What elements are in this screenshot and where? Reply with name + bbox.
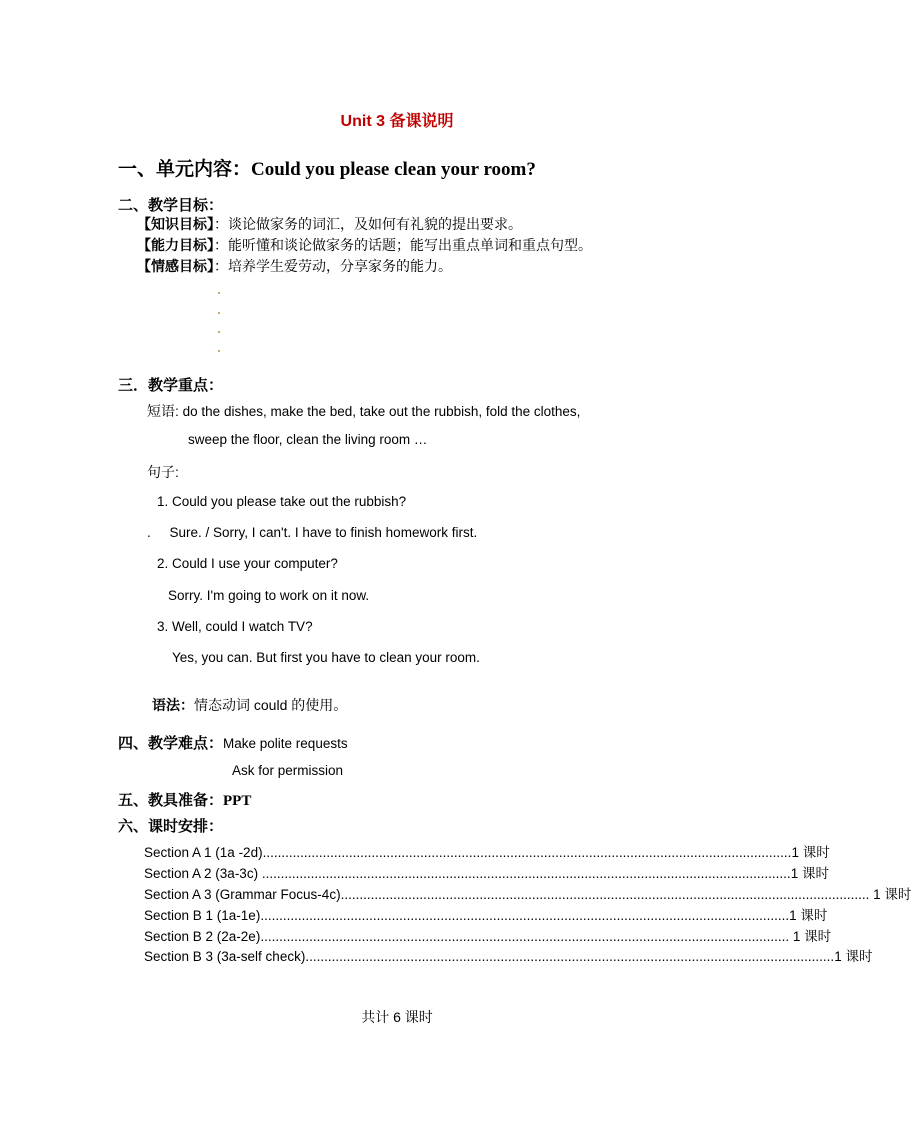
section1-content: Could you please clean your room? — [251, 159, 536, 180]
dot-leader: ............................................................................................................................................. — [305, 949, 835, 964]
phrases-line2: sweep the floor, clean the living room … — [188, 432, 428, 447]
difficulty-2: Ask for permission — [232, 763, 344, 778]
grammar-text: 情态动词 could 的使用。 — [194, 697, 348, 713]
goal-text: ：能听懂和谈论做家务的话题；能写出重点单词和重点句型。 — [214, 237, 592, 253]
schedule-hours: 1 课时 — [790, 866, 829, 881]
goal-emotion — [137, 256, 452, 276]
sentences-label: 句子: — [147, 464, 179, 480]
schedule-hours: 1 课时 — [789, 929, 832, 944]
decorative-dot — [218, 312, 220, 314]
phrases-text: do the dishes, make the bed, take out the rubbish, fold the clothes, — [182, 404, 581, 419]
goal-label: 【能力目标】 — [137, 237, 214, 253]
grammar-label: 语法： — [152, 697, 194, 713]
dot-leader: ............................................................................................................................................. — [262, 845, 792, 860]
dot-leader: ............................................................................................................................................. — [340, 887, 870, 902]
goal-knowledge — [137, 214, 522, 234]
schedule-label: Section B 1 (1a-1e) — [144, 908, 261, 923]
decorative-dot — [218, 350, 220, 352]
sentence-3: 3. Well, could I watch TV? — [157, 619, 313, 634]
goal-label: 【知识目标】 — [137, 216, 214, 232]
schedule-hours: 1 课时 — [791, 845, 830, 860]
section3-heading: 三．教学重点： — [118, 378, 224, 394]
grammar-line — [152, 695, 347, 715]
section5-content: PPT — [223, 793, 252, 809]
goal-text: ：培养学生爱劳动，分享家务的能力。 — [214, 258, 452, 274]
dot-leader: ............................................................................................................................................. — [261, 866, 791, 881]
section5 — [118, 789, 251, 810]
schedule-row — [144, 945, 873, 965]
section4 — [118, 732, 348, 753]
sentence-2-answer: Sorry. I'm going to work on it now. — [168, 588, 370, 603]
schedule-hours: 1 课时 — [789, 908, 828, 923]
goal-text: ：谈论做家务的词汇，及如何有礼貌的提出要求。 — [214, 216, 522, 232]
schedule-label: Section A 2 (3a-3c) — [144, 866, 262, 881]
dot-leader: ............................................................................................................................................. — [260, 908, 790, 923]
schedule-hours: 1 课时 — [834, 949, 873, 964]
phrases-label: 短语: — [147, 403, 179, 419]
schedule-row — [144, 925, 832, 945]
page-title: Unit 3 备课说明 — [340, 113, 454, 130]
decorative-dot — [218, 292, 220, 294]
section4-heading: 四、教学难点： — [118, 736, 224, 752]
section1-heading: 一、单元内容： — [118, 159, 252, 180]
schedule-row — [144, 904, 828, 924]
schedule-label: Section B 3 (3a-self check) — [144, 949, 306, 964]
schedule-row — [144, 841, 830, 861]
difficulty-1: Make polite requests — [223, 736, 348, 751]
sentence-3-answer: Yes, you can. But first you have to clean your room. — [172, 650, 480, 665]
schedule-label: Section B 2 (2a-2e) — [144, 929, 261, 944]
schedule-label: Section A 1 (1a -2d) — [144, 845, 263, 860]
section1 — [118, 154, 536, 181]
section6-heading: 六、课时安排： — [118, 819, 224, 835]
schedule-row — [144, 883, 911, 903]
total-hours: 共计 6 课时 — [361, 1009, 433, 1025]
goal-ability — [137, 235, 592, 255]
goal-label: 【情感目标】 — [137, 258, 214, 274]
sentence-2: 2. Could I use your computer? — [157, 556, 338, 571]
schedule-label: Section A 3 (Grammar Focus-4c) — [144, 887, 341, 902]
phrases-line1 — [147, 401, 580, 421]
dot-leader: ............................................................................................................................................. — [260, 929, 790, 944]
sentence-1: 1. Could you please take out the rubbish? — [157, 494, 407, 509]
section5-heading: 五、教具准备： — [118, 793, 224, 809]
section2-heading: 二、教学目标： — [118, 198, 224, 214]
schedule-row — [144, 862, 829, 882]
sentence-1-answer: . Sure. / Sorry, I can't. I have to finish homework first. — [147, 525, 478, 540]
schedule-hours: 1 课时 — [869, 887, 911, 902]
decorative-dot — [218, 331, 220, 333]
